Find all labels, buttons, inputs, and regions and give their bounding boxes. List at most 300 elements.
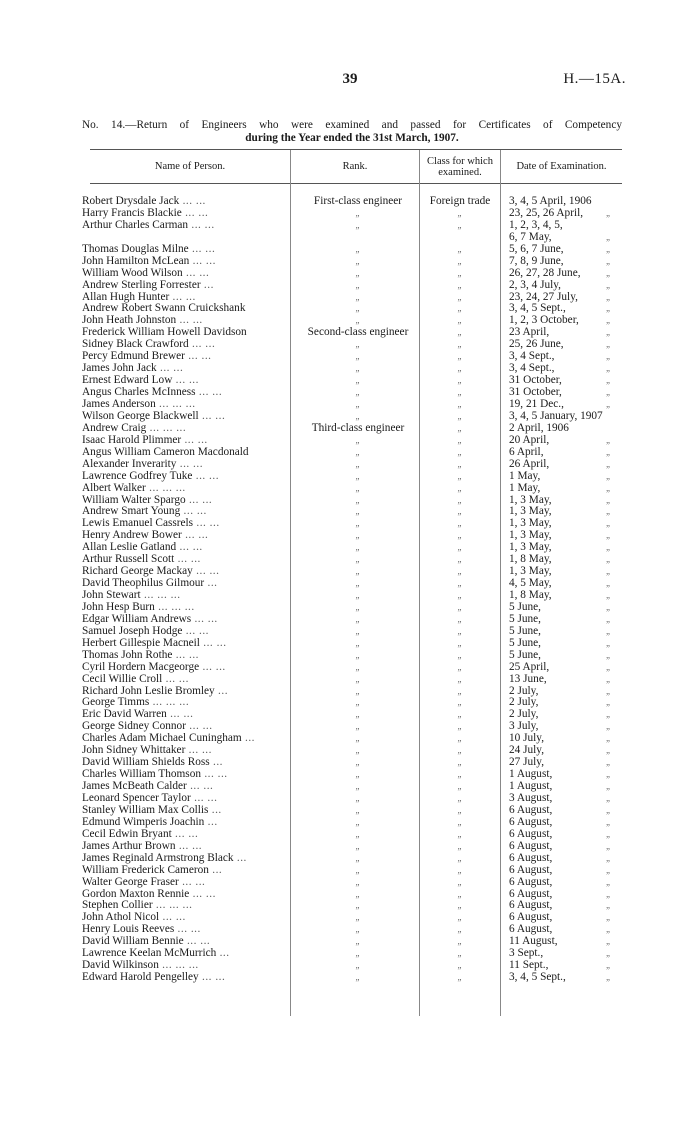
class-cell: „ bbox=[457, 661, 463, 672]
table-row bbox=[0, 959, 700, 971]
leader-dots: ... ... bbox=[188, 338, 216, 351]
class-cell: „ bbox=[457, 566, 463, 577]
table-row bbox=[0, 876, 700, 888]
table-row bbox=[0, 780, 700, 792]
person-name-cell bbox=[82, 732, 288, 744]
date-year-ditto: „ bbox=[605, 900, 611, 911]
table-row bbox=[0, 577, 700, 589]
leader-dots: ... ... bbox=[185, 744, 212, 757]
table-row bbox=[0, 553, 700, 565]
rank-cell: „ bbox=[355, 721, 361, 732]
exam-date: 3, 4, 5 April, 1906 bbox=[509, 195, 592, 207]
date-year-ditto: „ bbox=[605, 530, 611, 541]
exam-date: 6 August, bbox=[509, 839, 553, 852]
class-cell: „ bbox=[457, 936, 463, 947]
person-name: Herbert Gillespie Macneil bbox=[82, 636, 200, 649]
person-name: Charles William Thomson bbox=[82, 768, 201, 781]
date-year-ditto: „ bbox=[605, 243, 611, 254]
leader-dots: ... ... bbox=[175, 839, 203, 852]
person-name-cell bbox=[82, 923, 288, 935]
rank-cell: „ bbox=[355, 900, 361, 911]
date-cell bbox=[509, 458, 621, 470]
date-year-ditto: „ bbox=[605, 458, 611, 469]
rank-cell: „ bbox=[355, 685, 361, 696]
date-cell bbox=[509, 732, 621, 744]
exam-date: 5 June, bbox=[509, 648, 542, 661]
class-cell: „ bbox=[457, 291, 463, 302]
person-name: Arthur Charles Carman bbox=[82, 218, 189, 231]
class-cell: „ bbox=[457, 649, 463, 660]
table-row bbox=[0, 625, 700, 637]
column-header-date: Date of Examination. bbox=[516, 161, 607, 172]
rank-cell: „ bbox=[355, 649, 361, 660]
person-name: James McBeath Calder bbox=[82, 780, 187, 793]
date-cell bbox=[509, 911, 621, 923]
exam-date: 1 May, bbox=[509, 469, 541, 482]
date-cell bbox=[509, 362, 621, 374]
person-name: Andrew Robert Swann Cruickshank bbox=[82, 302, 246, 315]
leader-dots: ... ... bbox=[181, 433, 208, 446]
date-year-ditto: „ bbox=[605, 852, 611, 863]
person-name-cell bbox=[82, 398, 288, 410]
date-cell bbox=[509, 505, 621, 517]
rank-cell: „ bbox=[355, 267, 361, 278]
class-cell: „ bbox=[457, 733, 463, 744]
table-row bbox=[0, 446, 700, 458]
class-cell: „ bbox=[457, 852, 463, 863]
rank-cell: „ bbox=[355, 566, 361, 577]
rank-cell: „ bbox=[355, 816, 361, 827]
exam-date: 25 April, bbox=[509, 660, 550, 673]
table-row bbox=[0, 947, 700, 959]
person-name-cell bbox=[82, 852, 288, 864]
class-cell: „ bbox=[457, 387, 463, 398]
exam-date: 6 August, bbox=[509, 911, 553, 924]
date-cell bbox=[509, 613, 621, 625]
date-cell bbox=[509, 708, 621, 720]
rank-cell: „ bbox=[355, 852, 361, 863]
person-name-cell bbox=[82, 720, 288, 732]
table-row bbox=[0, 565, 700, 577]
table-row bbox=[0, 744, 700, 756]
date-year-ditto: „ bbox=[605, 625, 611, 636]
person-name: John Athol Nicol bbox=[82, 911, 160, 924]
person-name: John Heath Johnston bbox=[82, 314, 177, 327]
person-name-cell bbox=[82, 541, 288, 553]
person-name: Albert Walker bbox=[82, 481, 146, 494]
exam-date: 25, 26 June, bbox=[509, 338, 564, 351]
class-cell: „ bbox=[457, 554, 463, 565]
table-row bbox=[0, 195, 700, 207]
exam-date: 23, 24, 27 July, bbox=[509, 290, 578, 303]
leader-dots: ... ... bbox=[185, 493, 213, 506]
rank-cell: First-class engineer bbox=[313, 195, 403, 207]
rank-cell: „ bbox=[355, 279, 361, 290]
table-row bbox=[0, 243, 700, 255]
leader-dots: ... ... ... bbox=[158, 959, 199, 972]
date-year-ditto: „ bbox=[605, 864, 611, 875]
person-name-cell bbox=[82, 529, 288, 541]
person-name: George Timms bbox=[82, 696, 150, 709]
column-header-class: Class for which examined. bbox=[427, 155, 493, 178]
document-reference: H.—15A. bbox=[563, 71, 626, 87]
leader-dots: ... ... bbox=[181, 206, 209, 219]
table-header-rule bbox=[90, 183, 622, 184]
person-name-cell bbox=[82, 744, 288, 756]
class-cell: „ bbox=[457, 518, 463, 529]
class-cell: „ bbox=[457, 769, 463, 780]
exam-date: 1, 3 May, bbox=[509, 493, 552, 506]
class-cell: „ bbox=[457, 506, 463, 517]
class-cell: „ bbox=[457, 339, 463, 350]
exam-date: 10 July, bbox=[509, 732, 545, 745]
exam-date: 5 June, bbox=[509, 612, 542, 625]
table-row bbox=[0, 768, 700, 780]
date-cell bbox=[509, 541, 621, 553]
date-year-ditto: „ bbox=[605, 685, 611, 696]
class-cell: „ bbox=[457, 721, 463, 732]
rank-cell: „ bbox=[355, 363, 361, 374]
date-cell bbox=[509, 816, 621, 828]
person-name-cell bbox=[82, 458, 288, 470]
table-row bbox=[0, 279, 700, 291]
person-name: Arthur Russell Scott bbox=[82, 553, 175, 566]
date-year-ditto: „ bbox=[605, 721, 611, 732]
class-cell: „ bbox=[457, 912, 463, 923]
exam-date: 1, 8 May, bbox=[509, 553, 552, 566]
leader-dots: ... bbox=[200, 278, 214, 291]
person-name: Sidney Black Crawford bbox=[82, 338, 189, 351]
table-row bbox=[0, 410, 700, 422]
table-row bbox=[0, 398, 700, 410]
date-year-ditto: „ bbox=[605, 769, 611, 780]
exam-date: 6 August, bbox=[509, 851, 553, 864]
title-line-2: during the Year ended the 31st March, 1907. bbox=[245, 132, 459, 144]
person-name: Eric David Warren bbox=[82, 708, 167, 721]
table-row bbox=[0, 899, 700, 911]
class-cell: Foreign trade bbox=[429, 195, 491, 207]
person-name: Isaac Harold Plimmer bbox=[82, 433, 182, 446]
date-year-ditto: „ bbox=[605, 398, 611, 409]
class-cell: „ bbox=[457, 613, 463, 624]
person-name: Edward Harold Pengelley bbox=[82, 971, 199, 984]
rank-cell: „ bbox=[355, 410, 361, 421]
table-row bbox=[0, 637, 700, 649]
class-cell: „ bbox=[457, 243, 463, 254]
rank-cell: „ bbox=[355, 960, 361, 971]
class-cell: „ bbox=[457, 255, 463, 266]
person-name: William Wood Wilson bbox=[82, 266, 183, 279]
exam-date: 1, 8 May, bbox=[509, 589, 552, 602]
date-cell bbox=[509, 398, 621, 410]
class-cell: „ bbox=[457, 375, 463, 386]
person-name-cell bbox=[82, 768, 288, 780]
leader-dots: ... bbox=[241, 732, 255, 745]
exam-date: 20 April, bbox=[509, 433, 550, 446]
rank-cell: „ bbox=[355, 339, 361, 350]
class-cell: „ bbox=[457, 709, 463, 720]
date-year-ditto: „ bbox=[605, 816, 611, 827]
exam-date: 11 Sept., bbox=[509, 959, 549, 972]
exam-date: 2, 3, 4 July, bbox=[509, 278, 561, 291]
leader-dots: ... ... bbox=[172, 374, 199, 387]
person-name-cell bbox=[82, 792, 288, 804]
date-year-ditto: „ bbox=[605, 960, 611, 971]
person-name-cell bbox=[82, 255, 288, 267]
person-name-cell bbox=[82, 279, 288, 291]
person-name: Lawrence Godfrey Tuke bbox=[82, 469, 193, 482]
table-row bbox=[0, 422, 700, 434]
leader-dots: ... ... bbox=[181, 529, 209, 542]
class-cell: „ bbox=[457, 207, 463, 218]
exam-date: 26, 27, 28 June, bbox=[509, 266, 581, 279]
date-cell bbox=[509, 959, 621, 971]
person-name-cell bbox=[82, 314, 288, 326]
leader-dots: ... bbox=[204, 815, 218, 828]
person-name: Ernest Edward Low bbox=[82, 374, 173, 387]
table-row bbox=[0, 720, 700, 732]
person-name-cell bbox=[82, 565, 288, 577]
person-name-cell bbox=[82, 613, 288, 625]
person-name: Walter George Fraser bbox=[82, 875, 179, 888]
leader-dots: ... bbox=[216, 947, 230, 960]
table-row bbox=[0, 529, 700, 541]
rank-cell: „ bbox=[355, 673, 361, 684]
person-name: James Arthur Brown bbox=[82, 839, 176, 852]
person-name-cell bbox=[82, 219, 288, 231]
table-row bbox=[0, 888, 700, 900]
rank-cell: „ bbox=[355, 470, 361, 481]
leader-dots: ... ... ... bbox=[154, 600, 195, 613]
table-row bbox=[0, 816, 700, 828]
person-name-cell bbox=[82, 386, 288, 398]
person-name: Thomas Douglas Milne bbox=[82, 242, 189, 255]
table-row bbox=[0, 840, 700, 852]
table-row bbox=[0, 732, 700, 744]
rank-cell: „ bbox=[355, 804, 361, 815]
class-cell: „ bbox=[457, 590, 463, 601]
date-year-ditto: „ bbox=[605, 578, 611, 589]
person-name: Richard John Leslie Bromley bbox=[82, 684, 215, 697]
person-name-cell bbox=[82, 446, 288, 458]
exam-date: 6 April, bbox=[509, 445, 544, 458]
exam-date: 3 July, bbox=[509, 720, 539, 733]
rank-cell: „ bbox=[355, 733, 361, 744]
leader-dots: ... ... bbox=[159, 911, 186, 924]
rank-cell: „ bbox=[355, 219, 361, 230]
table-row bbox=[0, 470, 700, 482]
date-year-ditto: „ bbox=[605, 351, 611, 362]
exam-date: 6 August, bbox=[509, 899, 553, 912]
date-cell bbox=[509, 219, 621, 231]
person-name-cell bbox=[82, 350, 288, 362]
rank-cell: „ bbox=[355, 291, 361, 302]
rank-cell: „ bbox=[355, 601, 361, 612]
class-cell: „ bbox=[457, 840, 463, 851]
table-row bbox=[0, 661, 700, 673]
rank-cell: „ bbox=[355, 458, 361, 469]
exam-date: 1, 3 May, bbox=[509, 541, 552, 554]
person-name-cell bbox=[82, 947, 288, 959]
table-row bbox=[0, 923, 700, 935]
person-name: Thomas John Rothe bbox=[82, 648, 173, 661]
person-name: Angus William Cameron Macdonald bbox=[82, 445, 249, 458]
person-name: Andrew Sterling Forrester bbox=[82, 278, 201, 291]
leader-dots: ... ... bbox=[198, 409, 226, 422]
rank-cell: „ bbox=[355, 375, 361, 386]
leader-dots: ... ... bbox=[169, 290, 196, 303]
person-name-cell bbox=[82, 589, 288, 601]
date-cell bbox=[509, 517, 621, 529]
exam-date: 3, 4, 5 January, 1907 bbox=[509, 409, 603, 422]
leader-dots: ... ... bbox=[198, 971, 226, 984]
rank-cell: Third-class engineer bbox=[311, 421, 405, 434]
rank-cell: „ bbox=[355, 542, 361, 553]
person-name: James Reginald Armstrong Black bbox=[82, 851, 234, 864]
table-row bbox=[0, 350, 700, 362]
table-row bbox=[0, 613, 700, 625]
rank-cell: „ bbox=[355, 530, 361, 541]
leader-dots: ... ... bbox=[166, 708, 194, 721]
exam-date: 6 August, bbox=[509, 815, 553, 828]
person-name: Wilson George Blackwell bbox=[82, 409, 199, 422]
person-name: James Anderson bbox=[82, 397, 156, 410]
rank-cell: „ bbox=[355, 936, 361, 947]
person-name: Harry Francis Blackie bbox=[82, 206, 182, 219]
date-cell bbox=[509, 935, 621, 947]
person-name-cell bbox=[82, 708, 288, 720]
class-cell: „ bbox=[457, 422, 463, 433]
date-year-ditto: „ bbox=[605, 470, 611, 481]
person-name-cell bbox=[82, 422, 288, 434]
exam-date: 3 August, bbox=[509, 792, 553, 804]
date-cell bbox=[509, 374, 621, 386]
person-name: Robert Drysdale Jack bbox=[82, 195, 180, 207]
person-name-cell bbox=[82, 959, 288, 971]
rank-cell: „ bbox=[355, 793, 361, 803]
leader-dots: ... ... bbox=[176, 457, 204, 470]
date-year-ditto: „ bbox=[605, 255, 611, 266]
person-name-cell bbox=[82, 696, 288, 708]
date-cell bbox=[509, 386, 621, 398]
return-title bbox=[82, 119, 622, 145]
date-year-ditto: „ bbox=[605, 446, 611, 457]
class-cell: „ bbox=[457, 637, 463, 648]
date-cell bbox=[509, 434, 621, 446]
person-name-cell bbox=[82, 505, 288, 517]
person-name: Richard George Mackay bbox=[82, 565, 193, 578]
class-cell: „ bbox=[457, 948, 463, 959]
table-row bbox=[0, 792, 700, 804]
date-year-ditto: „ bbox=[605, 936, 611, 947]
date-cell bbox=[509, 661, 621, 673]
class-cell: „ bbox=[457, 625, 463, 636]
class-cell: „ bbox=[457, 804, 463, 815]
date-cell bbox=[509, 279, 621, 291]
person-name-cell bbox=[82, 470, 288, 482]
person-name-cell bbox=[82, 911, 288, 923]
table-row bbox=[0, 601, 700, 613]
leader-dots: ... bbox=[209, 756, 223, 769]
column-header-name: Name of Person. bbox=[154, 161, 226, 172]
date-cell bbox=[509, 577, 621, 589]
class-cell: „ bbox=[457, 267, 463, 278]
exam-date: 3, 4 Sept., bbox=[509, 350, 555, 363]
date-year-ditto: „ bbox=[605, 697, 611, 708]
leader-dots: ... ... bbox=[199, 636, 227, 649]
date-year-ditto: „ bbox=[605, 637, 611, 648]
date-year-ditto: „ bbox=[605, 733, 611, 744]
leader-dots: ... ... ... bbox=[145, 481, 186, 494]
rank-cell: „ bbox=[355, 387, 361, 398]
person-name-cell bbox=[82, 207, 288, 219]
exam-date: 1 August, bbox=[509, 768, 553, 781]
date-cell bbox=[509, 195, 621, 207]
person-name-cell bbox=[82, 374, 288, 386]
table-row bbox=[0, 505, 700, 517]
person-name: Henry Andrew Bower bbox=[82, 529, 182, 542]
exam-date: 5, 6, 7 June, bbox=[509, 242, 564, 255]
person-name: Stanley William Max Collis bbox=[82, 803, 209, 816]
leader-dots: ... ... bbox=[182, 266, 210, 279]
date-cell bbox=[509, 720, 621, 732]
class-cell: „ bbox=[457, 601, 463, 612]
rank-cell: „ bbox=[355, 828, 361, 839]
class-cell: „ bbox=[457, 494, 463, 505]
class-cell: „ bbox=[457, 279, 463, 290]
leader-dots: ... ... bbox=[193, 517, 220, 530]
date-cell bbox=[509, 852, 621, 864]
person-name-cell bbox=[82, 434, 288, 446]
leader-dots: ... ... ... bbox=[152, 899, 193, 912]
date-cell bbox=[509, 888, 621, 900]
leader-dots: ... ... bbox=[186, 780, 214, 793]
exam-date: 3 Sept., bbox=[509, 947, 544, 960]
table-row bbox=[0, 219, 700, 231]
column-header-rank: Rank. bbox=[342, 161, 368, 172]
class-cell: „ bbox=[457, 900, 463, 911]
person-name-cell bbox=[82, 971, 288, 983]
rank-cell: „ bbox=[355, 697, 361, 708]
date-year-ditto: „ bbox=[605, 804, 611, 815]
exam-date: 2 July, bbox=[509, 696, 539, 709]
exam-date: 19, 21 Dec., bbox=[509, 397, 564, 410]
class-cell: „ bbox=[457, 398, 463, 409]
leader-dots: ... ... bbox=[176, 314, 203, 327]
leader-dots: ... bbox=[233, 851, 247, 864]
rank-cell: „ bbox=[355, 315, 361, 326]
rank-cell: „ bbox=[355, 781, 361, 792]
rank-cell: „ bbox=[355, 757, 361, 768]
title-line-1: No. 14.—Return of Engineers who were examined and passed for Certificates of Competency bbox=[82, 119, 622, 131]
leader-dots: ... bbox=[204, 577, 218, 590]
rank-cell: „ bbox=[355, 912, 361, 923]
date-year-ditto: „ bbox=[605, 793, 611, 803]
date-cell bbox=[509, 923, 621, 935]
date-year-ditto: „ bbox=[605, 207, 611, 218]
date-cell bbox=[509, 685, 621, 697]
date-year-ditto: „ bbox=[605, 745, 611, 756]
person-name-cell bbox=[82, 899, 288, 911]
table-row bbox=[0, 458, 700, 470]
date-year-ditto: „ bbox=[605, 267, 611, 278]
rank-cell: „ bbox=[355, 876, 361, 887]
table-row bbox=[0, 267, 700, 279]
person-name: David William Shields Ross bbox=[82, 756, 210, 769]
date-year-ditto: „ bbox=[605, 518, 611, 529]
class-cell: „ bbox=[457, 482, 463, 493]
leader-dots: ... ... bbox=[180, 505, 207, 518]
